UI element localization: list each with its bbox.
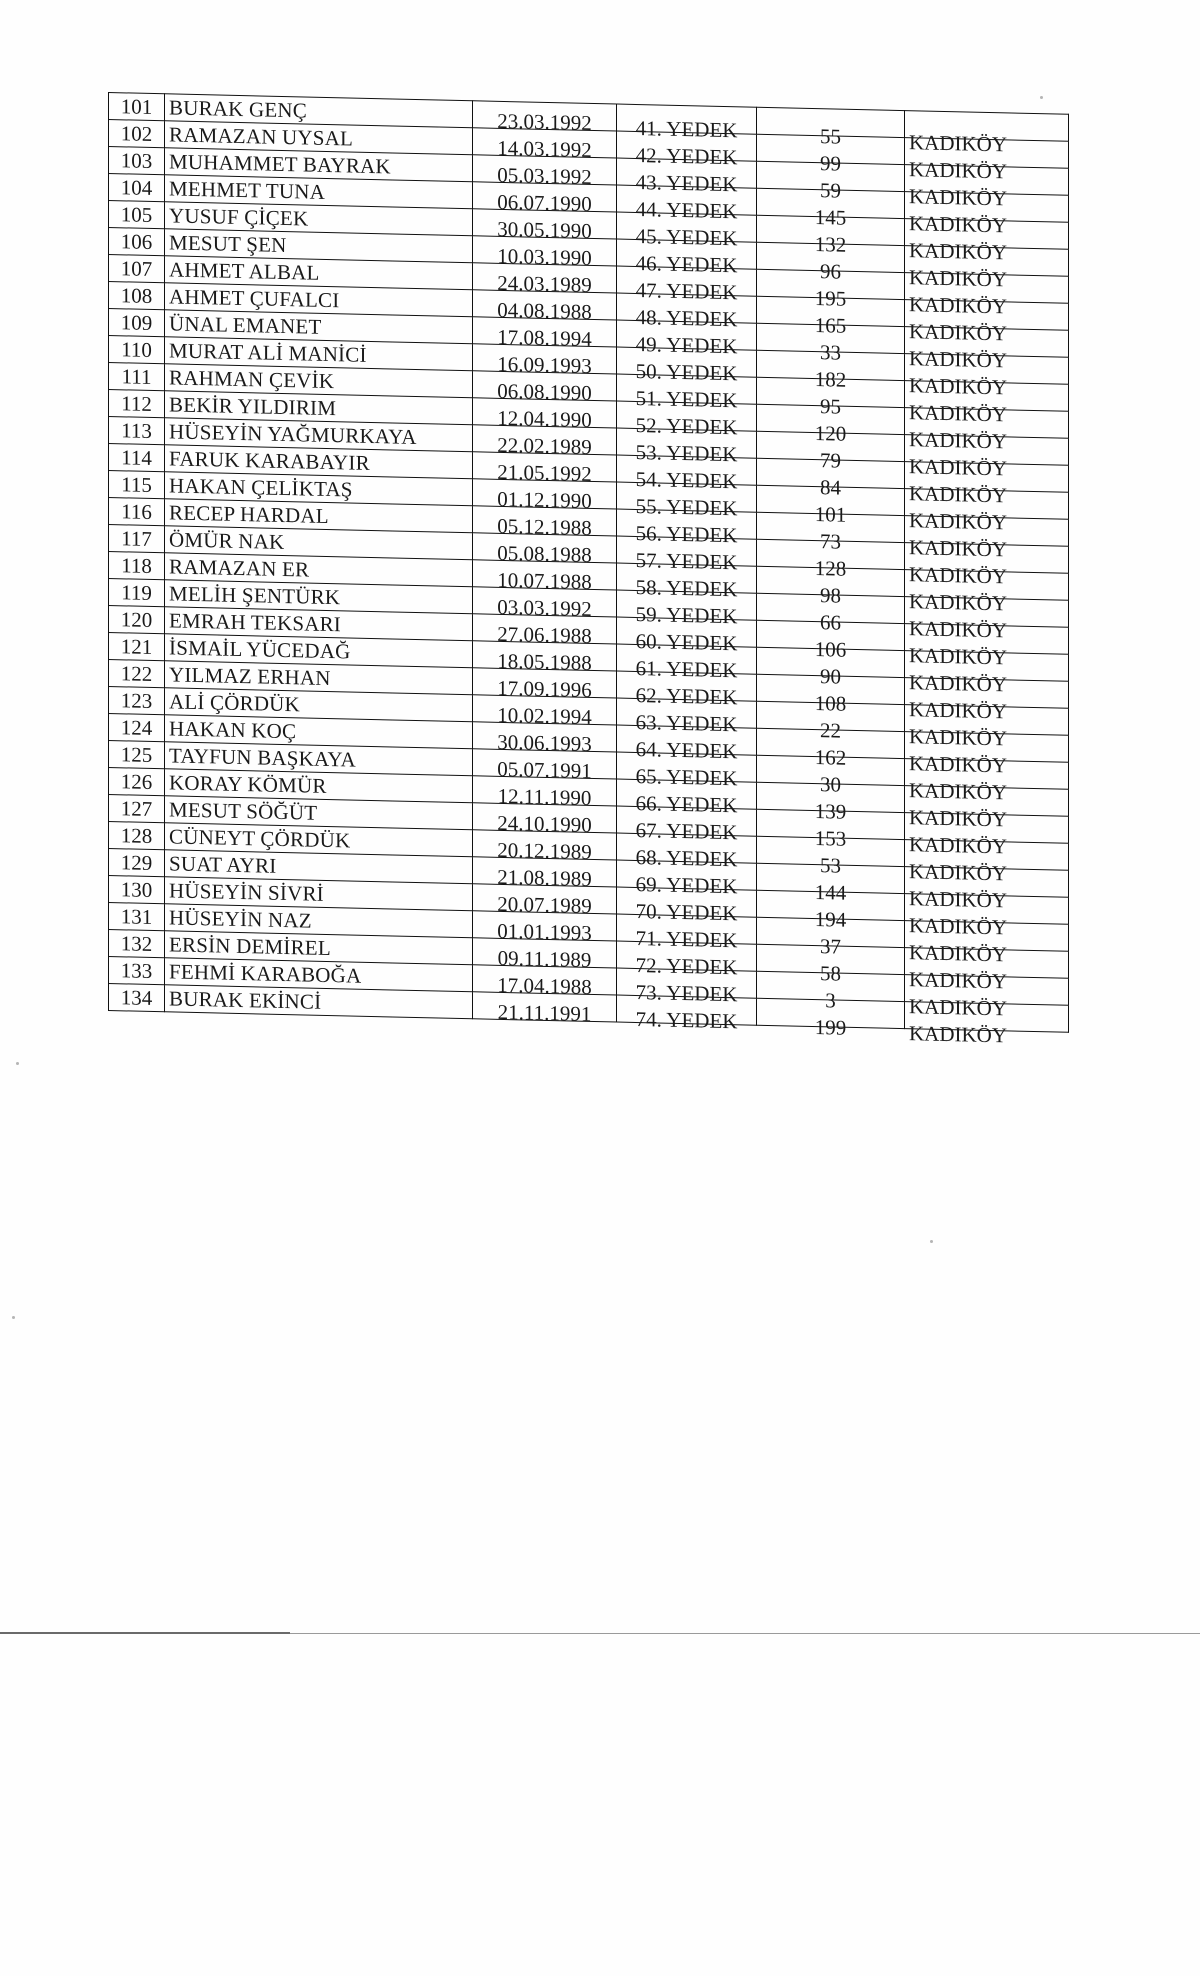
birth-date: 21.11.1991 (473, 998, 617, 1028)
birth-date: 14.03.1992 (473, 134, 617, 164)
district-name: KADIKÖY (905, 858, 1069, 889)
person-name: ALİ ÇÖRDÜK (165, 688, 473, 722)
birth-date: 05.12.1988 (473, 512, 617, 542)
district-name: KADIKÖY (905, 534, 1069, 565)
reserve-rank: 52. YEDEK (617, 411, 757, 441)
birth-date: 05.07.1991 (473, 755, 617, 785)
birth-date: 30.06.1993 (473, 728, 617, 758)
district-name: KADIKÖY (905, 399, 1069, 430)
row-number: 129 (109, 849, 165, 877)
score-value: 99 (757, 148, 905, 178)
row-number: 108 (109, 282, 165, 310)
person-name: MEHMET TUNA (165, 175, 473, 209)
score-value: 120 (757, 418, 905, 448)
birth-date: 05.03.1992 (473, 161, 617, 191)
row-number: 114 (109, 444, 165, 472)
birth-date: 12.04.1990 (473, 404, 617, 434)
person-name: SUAT AYRI (165, 850, 473, 884)
row-number: 127 (109, 795, 165, 823)
row-number: 104 (109, 174, 165, 202)
reserve-rank: 53. YEDEK (617, 438, 757, 468)
birth-date: 12.11.1990 (473, 782, 617, 812)
person-name: YILMAZ ERHAN (165, 661, 473, 695)
score-value: 162 (757, 742, 905, 772)
birth-date: 20.07.1989 (473, 890, 617, 920)
birth-date: 03.03.1992 (473, 593, 617, 623)
birth-date: 18.05.1988 (473, 647, 617, 677)
row-number: 111 (109, 363, 165, 391)
district-name: KADIKÖY (905, 345, 1069, 376)
reserve-rank: 73. YEDEK (617, 978, 757, 1008)
row-number: 122 (109, 660, 165, 688)
reserve-rank: 48. YEDEK (617, 303, 757, 333)
district-name: KADIKÖY (905, 885, 1069, 916)
district-name: KADIKÖY (905, 993, 1069, 1024)
person-name: HAKAN KOÇ (165, 715, 473, 749)
score-value: 73 (757, 526, 905, 556)
scan-speck (12, 1316, 15, 1319)
district-name: KADIKÖY (905, 453, 1069, 484)
district-name: KADIKÖY (905, 777, 1069, 808)
score-value: 79 (757, 445, 905, 475)
birth-date: 24.10.1990 (473, 809, 617, 839)
reserve-rank: 54. YEDEK (617, 465, 757, 495)
score-value: 37 (757, 931, 905, 961)
row-number: 126 (109, 768, 165, 796)
score-value: 96 (757, 256, 905, 286)
birth-date: 27.06.1988 (473, 620, 617, 650)
birth-date: 17.09.1996 (473, 674, 617, 704)
district-name: KADIKÖY (905, 237, 1069, 268)
score-value: 58 (757, 958, 905, 988)
row-number: 115 (109, 471, 165, 499)
score-value: 95 (757, 391, 905, 421)
birth-date: 05.08.1988 (473, 539, 617, 569)
score-value: 139 (757, 796, 905, 826)
score-value: 55 (757, 121, 905, 151)
score-value: 84 (757, 472, 905, 502)
reserve-rank: 50. YEDEK (617, 357, 757, 387)
reserve-rank: 44. YEDEK (617, 195, 757, 225)
birth-date: 06.08.1990 (473, 377, 617, 407)
row-number: 133 (109, 957, 165, 985)
row-number: 132 (109, 930, 165, 958)
reserve-rank: 74. YEDEK (617, 1005, 757, 1035)
row-number: 106 (109, 228, 165, 256)
row-number: 117 (109, 525, 165, 553)
reserve-rank: 43. YEDEK (617, 168, 757, 198)
reserve-rank: 68. YEDEK (617, 843, 757, 873)
person-name: MESUT SÖĞÜT (165, 796, 473, 830)
row-number: 131 (109, 903, 165, 931)
roster-table (108, 92, 1069, 1048)
reserve-rank: 71. YEDEK (617, 924, 757, 954)
person-name: İSMAİL YÜCEDAĞ (165, 634, 473, 668)
district-name: KADIKÖY (905, 1020, 1069, 1051)
birth-date: 21.05.1992 (473, 458, 617, 488)
row-number: 112 (109, 390, 165, 418)
score-value: 194 (757, 904, 905, 934)
row-number: 128 (109, 822, 165, 850)
person-name: MURAT ALİ MANİCİ (165, 337, 473, 371)
row-number: 103 (109, 147, 165, 175)
person-name: BEKİR YILDIRIM (165, 391, 473, 425)
reserve-rank: 51. YEDEK (617, 384, 757, 414)
score-value: 59 (757, 175, 905, 205)
score-value: 132 (757, 229, 905, 259)
reserve-rank: 67. YEDEK (617, 816, 757, 846)
row-number: 119 (109, 579, 165, 607)
row-number: 123 (109, 687, 165, 715)
scan-fold-line-dark (0, 1632, 290, 1634)
row-number: 134 (109, 984, 165, 1012)
row-number: 118 (109, 552, 165, 580)
district-name: KADIKÖY (905, 912, 1069, 943)
birth-date: 17.08.1994 (473, 323, 617, 353)
birth-date: 20.12.1989 (473, 836, 617, 866)
score-value: 30 (757, 769, 905, 799)
person-name: BURAK EKİNCİ (165, 985, 473, 1019)
reserve-rank: 49. YEDEK (617, 330, 757, 360)
district-name: KADIKÖY (905, 588, 1069, 619)
reserve-rank: 41. YEDEK (617, 114, 757, 144)
district-name: KADIKÖY (905, 804, 1069, 835)
row-number: 109 (109, 309, 165, 337)
person-name: BURAK GENÇ (165, 94, 473, 128)
score-value: 101 (757, 499, 905, 529)
score-value: 3 (757, 985, 905, 1015)
reserve-rank: 56. YEDEK (617, 519, 757, 549)
birth-date: 01.12.1990 (473, 485, 617, 515)
score-value: 195 (757, 283, 905, 313)
birth-date: 21.08.1989 (473, 863, 617, 893)
person-name: RAMAZAN ER (165, 553, 473, 587)
row-number: 101 (109, 93, 165, 121)
score-value: 108 (757, 688, 905, 718)
row-number: 121 (109, 633, 165, 661)
district-name: KADIKÖY (905, 966, 1069, 997)
reserve-rank: 62. YEDEK (617, 681, 757, 711)
birth-date: 10.02.1994 (473, 701, 617, 731)
reserve-rank: 55. YEDEK (617, 492, 757, 522)
reserve-rank: 60. YEDEK (617, 627, 757, 657)
person-name: YUSUF ÇİÇEK (165, 202, 473, 236)
row-number: 125 (109, 741, 165, 769)
row-number: 105 (109, 201, 165, 229)
district-name: KADIKÖY (905, 129, 1069, 160)
district-name: KADIKÖY (905, 372, 1069, 403)
roster-table-wrapper (108, 92, 1068, 1048)
score-value: 153 (757, 823, 905, 853)
person-name: RAHMAN ÇEVİK (165, 364, 473, 398)
person-name: HÜSEYİN SİVRİ (165, 877, 473, 911)
district-name: KADIKÖY (905, 426, 1069, 457)
score-value: 128 (757, 553, 905, 583)
reserve-rank: 69. YEDEK (617, 870, 757, 900)
person-name: AHMET ALBAL (165, 256, 473, 290)
row-number: 102 (109, 120, 165, 148)
score-value: 33 (757, 337, 905, 367)
score-value: 66 (757, 607, 905, 637)
reserve-rank: 47. YEDEK (617, 276, 757, 306)
birth-date: 24.03.1989 (473, 269, 617, 299)
row-number: 110 (109, 336, 165, 364)
person-name: ÜNAL EMANET (165, 310, 473, 344)
row-number: 124 (109, 714, 165, 742)
row-number: 113 (109, 417, 165, 445)
district-name: KADIKÖY (905, 750, 1069, 781)
birth-date: 10.03.1990 (473, 242, 617, 272)
birth-date: 16.09.1993 (473, 350, 617, 380)
person-name: AHMET ÇUFALCI (165, 283, 473, 317)
scan-speck (930, 1240, 933, 1243)
score-value: 90 (757, 661, 905, 691)
score-value: 22 (757, 715, 905, 745)
person-name: ÖMÜR NAK (165, 526, 473, 560)
person-name: TAYFUN BAŞKAYA (165, 742, 473, 776)
person-name: MUHAMMET BAYRAK (165, 148, 473, 182)
district-name: KADIKÖY (905, 210, 1069, 241)
score-value: 165 (757, 310, 905, 340)
birth-date: 04.08.1988 (473, 296, 617, 326)
reserve-rank: 61. YEDEK (617, 654, 757, 684)
reserve-rank: 72. YEDEK (617, 951, 757, 981)
roster-table-body (109, 93, 1069, 1048)
reserve-rank: 64. YEDEK (617, 735, 757, 765)
score-value: 53 (757, 850, 905, 880)
birth-date: 22.02.1989 (473, 431, 617, 461)
reserve-rank: 65. YEDEK (617, 762, 757, 792)
row-number: 107 (109, 255, 165, 283)
row-number: 116 (109, 498, 165, 526)
district-name: KADIKÖY (905, 183, 1069, 214)
person-name: RAMAZAN UYSAL (165, 121, 473, 155)
reserve-rank: 63. YEDEK (617, 708, 757, 738)
score-value: 199 (757, 1012, 905, 1042)
district-name: KADIKÖY (905, 561, 1069, 592)
district-name: KADIKÖY (905, 669, 1069, 700)
reserve-rank: 57. YEDEK (617, 546, 757, 576)
person-name: HÜSEYİN NAZ (165, 904, 473, 938)
score-value: 106 (757, 634, 905, 664)
birth-date: 06.07.1990 (473, 188, 617, 218)
person-name: MESUT ŞEN (165, 229, 473, 263)
district-name: KADIKÖY (905, 939, 1069, 970)
person-name: FEHMİ KARABOĞA (165, 958, 473, 992)
reserve-rank: 58. YEDEK (617, 573, 757, 603)
scan-speck (1040, 96, 1043, 99)
row-number: 130 (109, 876, 165, 904)
district-name: KADIKÖY (905, 156, 1069, 187)
birth-date: 17.04.1988 (473, 971, 617, 1001)
person-name: RECEP HARDAL (165, 499, 473, 533)
person-name: MELİH ŞENTÜRK (165, 580, 473, 614)
birth-date: 30.05.1990 (473, 215, 617, 245)
district-name: KADIKÖY (905, 831, 1069, 862)
reserve-rank: 45. YEDEK (617, 222, 757, 252)
reserve-rank: 59. YEDEK (617, 600, 757, 630)
score-value: 145 (757, 202, 905, 232)
person-name: KORAY KÖMÜR (165, 769, 473, 803)
district-name: KADIKÖY (905, 696, 1069, 727)
person-name: ERSİN DEMİREL (165, 931, 473, 965)
birth-date: 01.01.1993 (473, 917, 617, 947)
birth-date: 10.07.1988 (473, 566, 617, 596)
birth-date: 23.03.1992 (473, 107, 617, 137)
person-name: CÜNEYT ÇÖRDÜK (165, 823, 473, 857)
person-name: FARUK KARABAYIR (165, 445, 473, 479)
reserve-rank: 70. YEDEK (617, 897, 757, 927)
district-name: KADIKÖY (905, 291, 1069, 322)
district-name: KADIKÖY (905, 642, 1069, 673)
district-name: KADIKÖY (905, 480, 1069, 511)
scan-speck (16, 1062, 19, 1065)
district-name: KADIKÖY (905, 615, 1069, 646)
score-value: 144 (757, 877, 905, 907)
district-name: KADIKÖY (905, 318, 1069, 349)
person-name: EMRAH TEKSARI (165, 607, 473, 641)
person-name: HAKAN ÇELİKTAŞ (165, 472, 473, 506)
reserve-rank: 66. YEDEK (617, 789, 757, 819)
district-name: KADIKÖY (905, 264, 1069, 295)
district-name: KADIKÖY (905, 723, 1069, 754)
row-number: 120 (109, 606, 165, 634)
reserve-rank: 42. YEDEK (617, 141, 757, 171)
person-name: HÜSEYİN YAĞMURKAYA (165, 418, 473, 452)
score-value: 98 (757, 580, 905, 610)
reserve-rank: 46. YEDEK (617, 249, 757, 279)
birth-date: 09.11.1989 (473, 944, 617, 974)
district-name: KADIKÖY (905, 507, 1069, 538)
score-value: 182 (757, 364, 905, 394)
